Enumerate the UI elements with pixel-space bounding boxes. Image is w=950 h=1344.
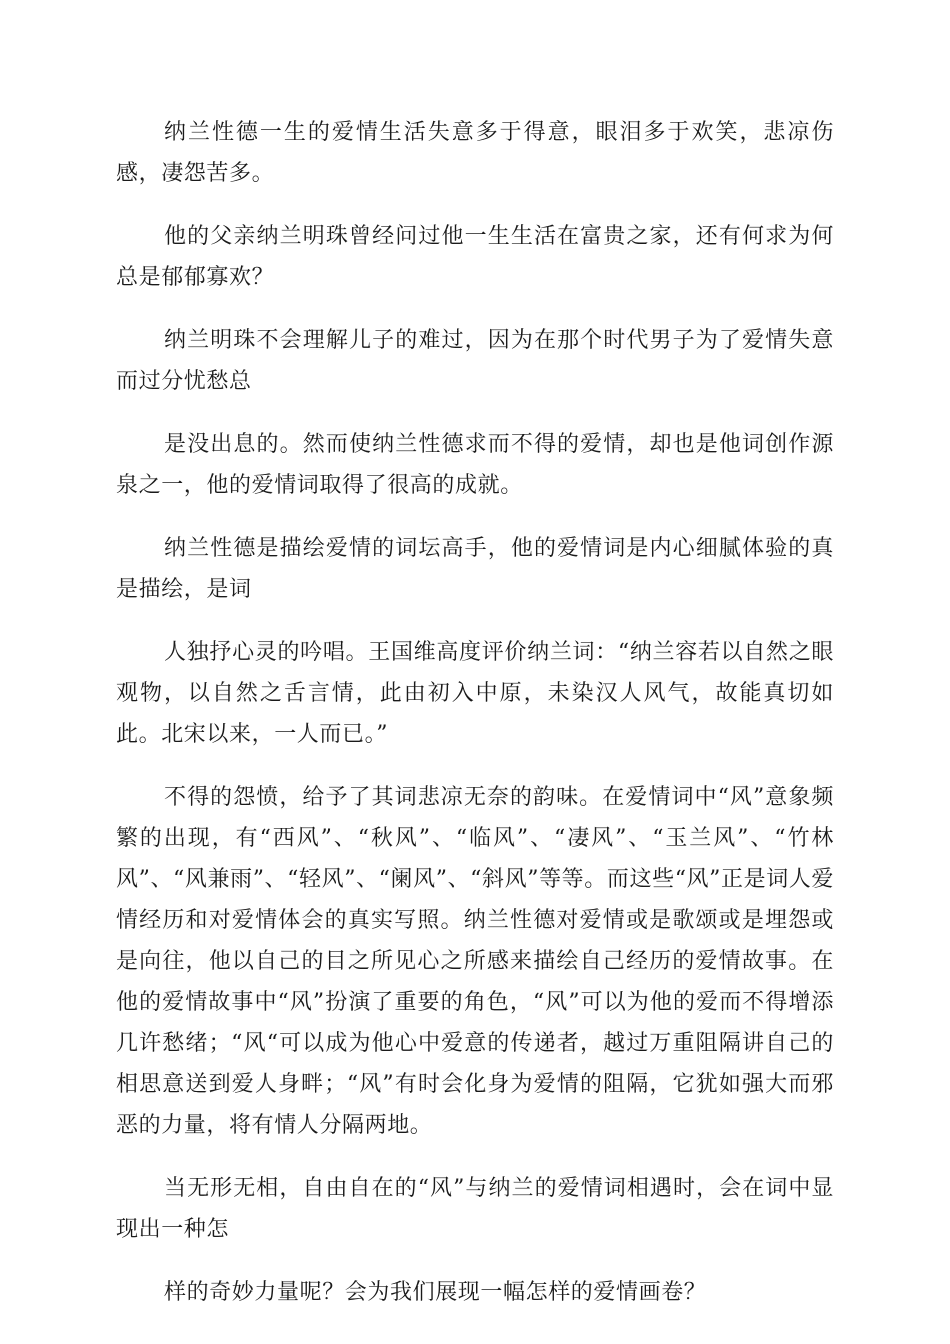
paragraph-4: 是没出息的。然而使纳兰性德求而不得的爱情，却也是他词创作源泉之一，他的爱情词取得了很高的成就。 xyxy=(116,432,834,498)
paragraph-6: 人独抒心灵的吟唱。王国维高度评价纳兰词：“纳兰容若以自然之眼观物，以自然之舌言情，此由初入中原，未染汉人风气，故能真切如此。北宋以来，一人而已。” xyxy=(116,640,834,747)
paragraph-3: 纳兰明珠不会理解儿子的难过，因为在那个时代男子为了爱情失意而过分忧愁总 xyxy=(116,328,834,394)
document-body xyxy=(116,112,834,1335)
paragraph-7: 不得的怨愤，给予了其词悲凉无奈的韵味。在爱情词中“风”意象频繁的出现，有“西风”、“秋风”、“临风”、“凄风”、“玉兰风”、“竹林风”、“风兼雨”、“轻风”、“阑风”、“斜风”等等。而这些“风”正是词人爱情经历和对爱情体会的真实写照。纳兰性德对爱情或是歌颂或是埋怨或是向往，他以自己的目之所见心之所感来描绘自己经历的爱情故事。在他的爱情故事中“风”扮演了重要的角色，“风”可以为他的爱而不得增添几许愁绪；“风“可以成为他心中爱意的传递者，越过万重阻隔讲自己的相思意送到爱人身畔；“风”有时会化身为爱情的阻隔，它犹如强大而邪恶的力量，将有情人分隔两地。 xyxy=(116,785,834,1138)
paragraph-1: 纳兰性德一生的爱情生活失意多于得意，眼泪多于欢笑，悲凉伤感，凄怨苦多。 xyxy=(116,120,834,186)
paragraph-2: 他的父亲纳兰明珠曾经问过他一生生活在富贵之家，还有何求为何总是郁郁寡欢？ xyxy=(116,224,834,290)
paragraph-9: 样的奇妙力量呢？会为我们展现一幅怎样的爱情画卷？ xyxy=(164,1280,707,1305)
paragraph-5: 纳兰性德是描绘爱情的词坛高手，他的爱情词是内心细腻体验的真是描绘，是词 xyxy=(116,536,834,602)
paragraph-8: 当无形无相，自由自在的“风”与纳兰的爱情词相遇时，会在词中显现出一种怎 xyxy=(116,1176,834,1242)
